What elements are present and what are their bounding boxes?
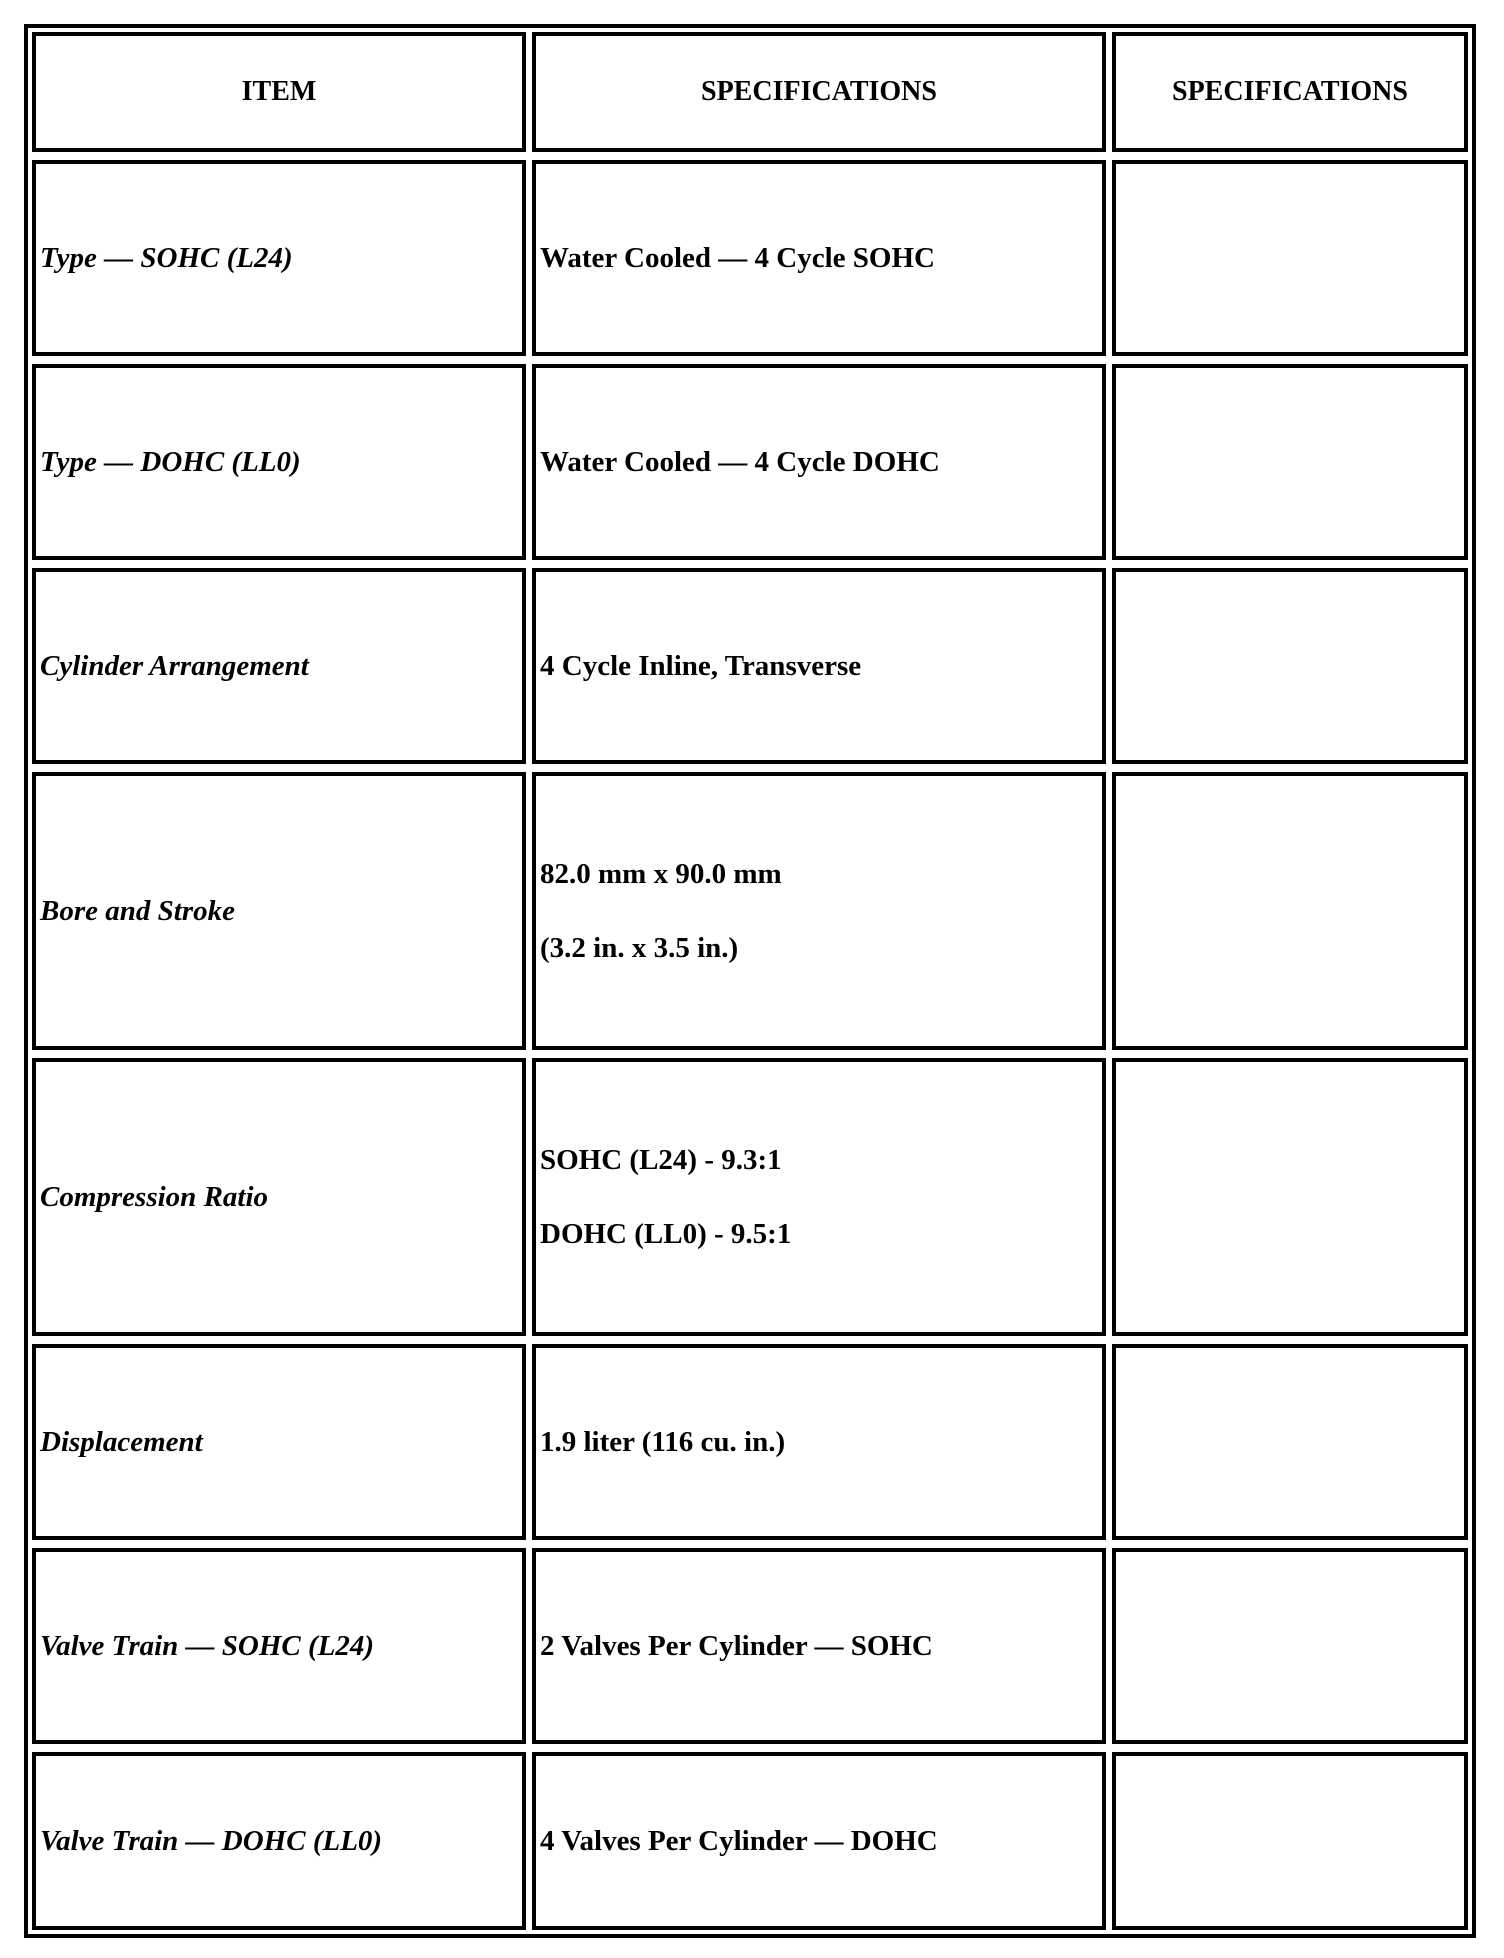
row-4-spec — [532, 772, 1106, 1050]
row-2-spec2 — [1112, 364, 1468, 560]
spec-table-grid — [32, 32, 1468, 1930]
row-2-spec-line-1: Water Cooled — 4 Cycle DOHC — [540, 445, 940, 478]
row-2-spec — [532, 364, 1106, 560]
row-1-spec — [532, 160, 1106, 356]
row-4-spec-line-1: 82.0 mm x 90.0 mm — [540, 857, 782, 890]
row-3-spec2 — [1112, 568, 1468, 764]
row-7-spec2 — [1112, 1548, 1468, 1744]
row-5-spec-line-2: DOHC (LL0) - 9.5:1 — [540, 1217, 792, 1250]
row-6-spec2 — [1112, 1344, 1468, 1540]
row-8-spec-line-1: 4 Valves Per Cylinder — DOHC — [540, 1824, 938, 1857]
row-1-item: Type — SOHC (L24) — [32, 160, 526, 356]
header-specifications-2: SPECIFICATIONS — [1112, 32, 1468, 152]
row-6-item: Displacement — [32, 1344, 526, 1540]
row-3-spec — [532, 568, 1106, 764]
row-7-item: Valve Train — SOHC (L24) — [32, 1548, 526, 1744]
row-5-item: Compression Ratio — [32, 1058, 526, 1336]
row-5-spec-line-1: SOHC (L24) - 9.3:1 — [540, 1143, 782, 1176]
row-8-spec2 — [1112, 1752, 1468, 1930]
row-1-spec2 — [1112, 160, 1468, 356]
row-3-item: Cylinder Arrangement — [32, 568, 526, 764]
row-6-spec — [532, 1344, 1106, 1540]
row-4-spec2 — [1112, 772, 1468, 1050]
row-8-item: Valve Train — DOHC (LL0) — [32, 1752, 526, 1930]
header-specifications: SPECIFICATIONS — [532, 32, 1106, 152]
header-item: ITEM — [32, 32, 526, 152]
row-4-item: Bore and Stroke — [32, 772, 526, 1050]
row-1-spec-line-1: Water Cooled — 4 Cycle SOHC — [540, 241, 935, 274]
row-4-spec-line-2: (3.2 in. x 3.5 in.) — [540, 931, 739, 964]
row-5-spec — [532, 1058, 1106, 1336]
row-6-spec-line-1: 1.9 liter (116 cu. in.) — [540, 1425, 786, 1458]
row-7-spec-line-1: 2 Valves Per Cylinder — SOHC — [540, 1629, 933, 1662]
row-3-spec-line-1: 4 Cycle Inline, Transverse — [540, 649, 862, 682]
row-2-item: Type — DOHC (LL0) — [32, 364, 526, 560]
row-8-spec — [532, 1752, 1106, 1930]
spec-table — [24, 24, 1476, 1938]
row-5-spec2 — [1112, 1058, 1468, 1336]
row-7-spec — [532, 1548, 1106, 1744]
